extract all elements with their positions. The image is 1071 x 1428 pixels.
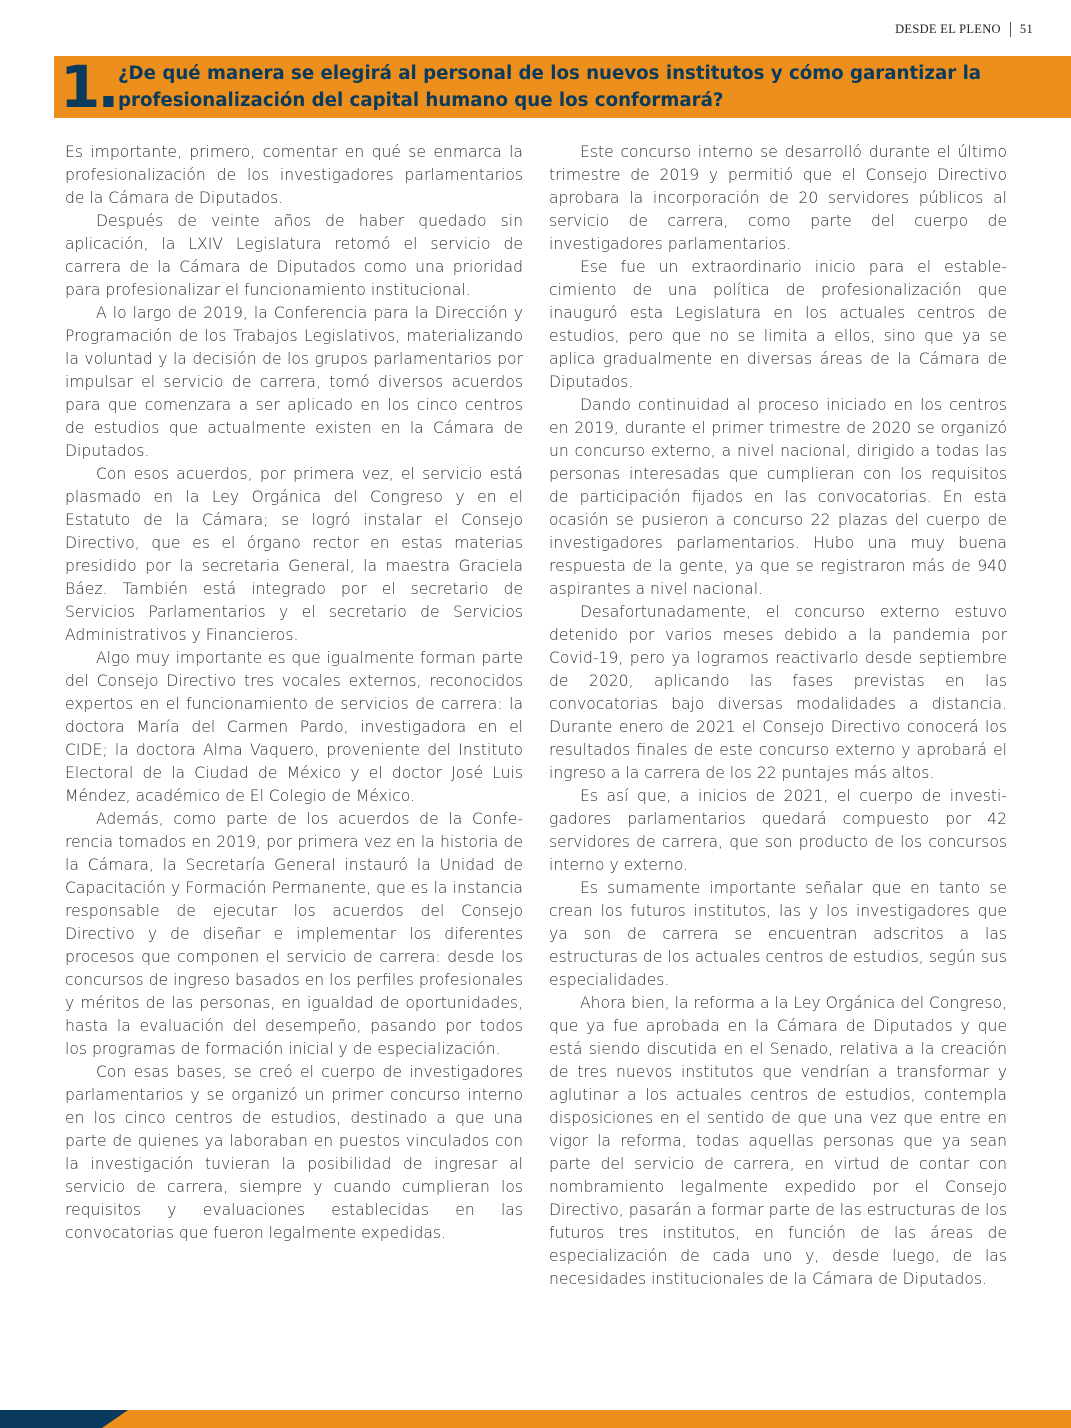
right-column — [549, 141, 1007, 1291]
paragraph: Con esas bases, se creó el cuerpo de investigadores parlamentarios y se organizó un primer concurso interno en los cinco centros de estudios, destinado a que una parte de quienes ya laboraban en puestos vinculados con la investigación tuvieran la posibilidad de ingresar al servicio de carrera, siempre y cuando cumplieran los requisitos y evaluaciones establecidas en las convocatorias que fueron legalmente expedidas. — [65, 1063, 523, 1242]
paragraph: Ese fue un extraordinario inicio para el establecimiento de una política de profesionalización que inauguró esta Legislatura en los actuales centros de estudios, pero que no se limita a ellos, sino que ya se aplica gradualmente en diversas áreas de la Cámara de Diputados. — [549, 258, 1007, 391]
header-divider — [1010, 22, 1011, 37]
page-number: 51 — [1019, 22, 1033, 36]
paragraph: Después de veinte años de haber quedado sin aplicación, la LXIV Legislatura retomó el servicio de carrera de la Cámara de Diputados como una prioridad para profesionalizar el funcionamiento institucional. — [65, 212, 523, 299]
paragraph: Es importante, primero, comentar en qué se enmarca la profesionalización de los investigadores parlamentarios de la Cámara de Diputados. — [65, 143, 523, 207]
paragraph: Con esos acuerdos, por primera vez, el servicio está plasmado en la Ley Orgánica del Congreso y en el Estatuto de la Cámara; se logró instalar el Consejo Directivo, que es el órgano rector en estas materias presidido por la secretaria General, la maestra Graciela Báez. También está integrado por el secretario de Servicios Parlamentarios y el secretario de Servicios Administrativos y Financieros. — [65, 465, 523, 644]
question-number: 1. — [60, 53, 117, 121]
paragraph: Además, como parte de los acuerdos de la Conferencia tomados en 2019, por primera vez en la historia de la Cámara, la Secretaría General instauró la Unidad de Capacitación y Formación Permanente, que es la instancia responsable de ejecutar los acuerdos del Consejo Directivo y de diseñar e implementar los diferentes procesos que componen el servicio de carrera: desde los concursos de ingreso basados en los perfiles profesionales y méritos de las personas, en igualdad de oportunidades, hasta la evaluación del desempeño, pasando por todos los programas de formación inicial y de especialización. — [65, 810, 523, 1058]
paragraph: Desafortunadamente, el concurso externo estuvo detenido por varios meses debido a la pandemia por Covid-19, pero ya logramos reactivarlo desde septiembre de 2020, aplicando las fases previstas en las convocatorias bajo diversas modalidades a distancia. Durante enero de 2021 el Consejo Directivo conocerá los resultados finales de este concurso externo y aprobará el ingreso a la carrera de los 22 puntajes más altos. — [549, 603, 1007, 782]
paragraph: Este concurso interno se desarrolló durante el último trimestre de 2019 y permitió que el Consejo Directivo aprobara la incorporación de 20 servidores públicos al servicio de carrera, como parte del cuerpo de investigadores parlamentarios. — [549, 143, 1007, 253]
running-head — [895, 22, 1033, 37]
footer-navy-tab — [0, 1410, 128, 1428]
left-column — [65, 141, 523, 1245]
question-heading: ¿De qué manera se elegirá al personal de los nuevos institutos y cómo garantizar la profesionalización del capital humano que los conformará? — [118, 63, 982, 111]
paragraph: Ahora bien, la reforma a la Ley Orgánica del Congreso, que ya fue aprobada en la Cámara de Diputados y que está siendo discutida en el Senado, relativa a la creación de tres nuevos institutos que vendrían a transformar y aglutinar a los actuales centros de estudios, contempla disposiciones en el sentido de que una vez que entre en vigor la reforma, todas aquellas personas que ya sean parte del servicio de carrera, en virtud de contar con nombramiento legalmente expedido por el Consejo Directivo, pasarán a formar parte de las estructuras de los futuros tres institutos, en función de las áreas de especialización de cada uno y, desde luego, de las necesidades institucionales de la Cámara de Diputados. — [549, 994, 1007, 1288]
paragraph: Es así que, a inicios de 2021, el cuerpo de investigadores parlamentarios quedará compuesto por 42 servidores de carrera, que son producto de los concursos interno y externo. — [549, 787, 1007, 874]
paragraph: Algo muy importante es que igualmente forman parte del Consejo Directivo tres vocales externos, reconocidos expertos en el funcionamiento de servicios de carrera: la doctora María del Carmen Pardo, investigadora en el CIDE; la doctora Alma Vaquero, proveniente del Instituto Electoral de la Ciudad de México y el doctor José Luis Méndez, académico de El Colegio de México. — [65, 649, 523, 805]
paragraph: Es sumamente importante señalar que en tanto se crean los futuros institutos, las y los investigadores que ya son de carrera se encuentran adscritos a las estructuras de los actuales centros de estudios, según sus especialidades. — [549, 879, 1007, 989]
section-title: DESDE EL PLENO — [895, 22, 1001, 36]
paragraph: Dando continuidad al proceso iniciado en los centros en 2019, durante el primer trimestre de 2020 se organizó un concurso externo, a nivel nacional, dirigido a todas las personas interesadas que cumplieran con los requisitos de participación fijados en las convocatorias. En esta ocasión se pusieron a concurso 22 plazas del cuerpo de investigadores parlamentarios. Hubo una muy buena respuesta de la gente, ya que se registraron más de 940 aspirantes a nivel nacional. — [549, 396, 1007, 598]
footer-orange-bar — [0, 1410, 1071, 1428]
paragraph: A lo largo de 2019, la Conferencia para la Dirección y Programación de los Trabajos Legislativos, materializando la voluntad y la decisión de los grupos parlamentarios por impulsar el servicio de carrera, tomó diversos acuerdos para que comenzara a ser aplicado en los cinco centros de estudios que actualmente existen en la Cámara de Diputados. — [65, 304, 523, 460]
